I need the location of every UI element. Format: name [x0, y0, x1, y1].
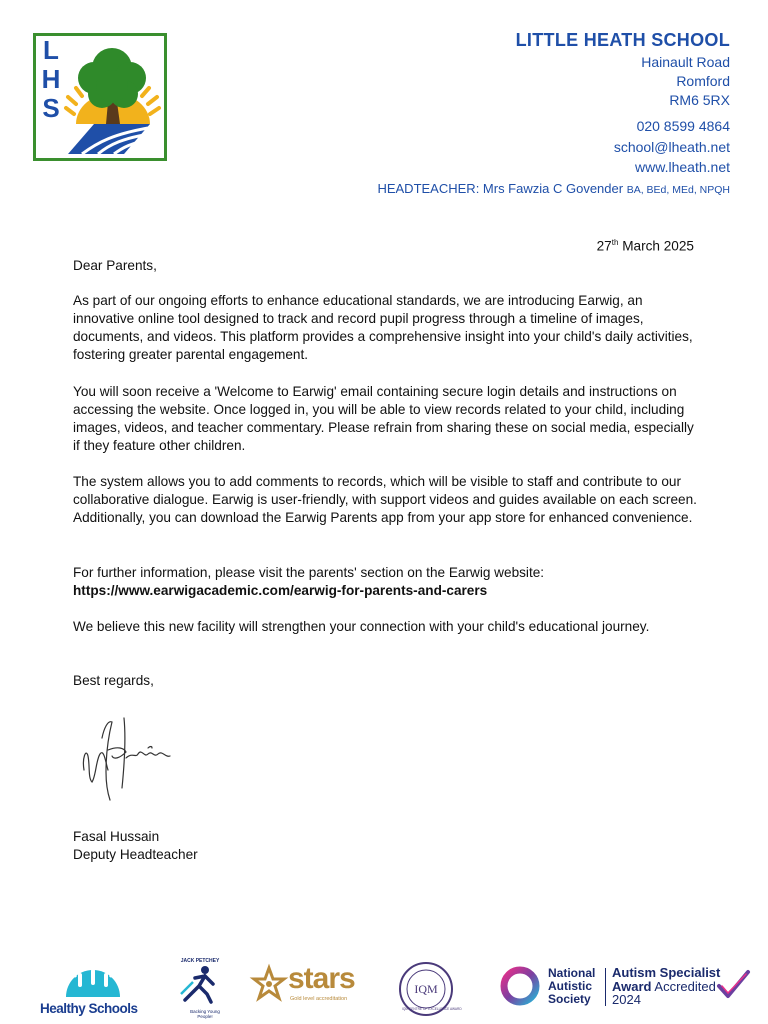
- nas-ring-icon: [498, 964, 542, 1008]
- jack-petchey-name: JACK PETCHEY: [180, 958, 220, 964]
- letter-date: [597, 238, 694, 254]
- stars-wordmark: stars: [288, 962, 355, 995]
- phone-number: 020 8599 4864: [636, 118, 730, 134]
- jack-petchey-logo: [174, 958, 226, 1018]
- stars-icon: [252, 966, 286, 1000]
- iqm-letters: IQM: [414, 982, 438, 996]
- healthy-schools-logo: [40, 955, 146, 1016]
- sign-off: Best regards,: [73, 673, 154, 688]
- salutation: Dear Parents,: [73, 258, 157, 273]
- date-month-year: March 2025: [622, 238, 694, 254]
- further-info-text: For further information, please visit the parents' section on the Earwig website:: [73, 565, 545, 580]
- iqm-award-logo: [398, 961, 462, 1017]
- date-day: 27: [596, 238, 612, 254]
- healthy-schools-text: Healthy Schools: [40, 1001, 138, 1016]
- iqm-ring-text: IQM CENTRE OF EXCELLENCE AWARD: [402, 1007, 462, 1011]
- address-postcode: RM6 5RX: [669, 92, 730, 108]
- tree-sun-road-icon: [64, 42, 162, 154]
- signer-name: Fasal Hussain: [73, 829, 160, 844]
- stars-tagline: Gold level accreditation: [290, 996, 348, 1002]
- address-line-1: Hainault Road: [641, 54, 730, 70]
- jack-petchey-tagline: Backing Young People!: [190, 1009, 220, 1019]
- date-suffix: th: [611, 238, 619, 247]
- nas-divider: [605, 968, 606, 1006]
- nas-award-text: Autism Specialist Award Accredited 2024: [612, 965, 721, 1007]
- paragraph-comments: The system allows you to add comments to records, which will be visible to staff and contribute to our collaborative dialogue. Earwig is user-friendly, with support videos and guides available on each screen. Additionally, you can download the Earwig Parents app from your app store for enhanced convenience.: [73, 474, 697, 525]
- logo-letter-l: L: [43, 35, 59, 65]
- logo-letters: [40, 36, 62, 123]
- stars-logo: [252, 962, 374, 1006]
- further-info: [73, 564, 703, 600]
- email-address[interactable]: school@lheath.net: [613, 139, 730, 155]
- healthy-schools-icon: [40, 955, 146, 997]
- school-name: LITTLE HEATH SCHOOL: [515, 30, 730, 50]
- earwig-parents-link[interactable]: https://www.earwigacademic.com/earwig-for-parents-and-carers: [73, 583, 488, 598]
- nas-name: National Autistic Society: [548, 966, 596, 1006]
- headteacher-name: HEADTEACHER: Mrs Fawzia C Govender: [377, 181, 624, 196]
- paragraph-introduction: As part of our ongoing efforts to enhance educational standards, we are introducing Earwig, an innovative online tool designed to track and record pupil progress through a timeline of images, documents, and videos. This platform provides a comprehensive insight into your child's daily activities, fostering greater parental engagement.: [73, 293, 693, 362]
- signature-image: [78, 708, 178, 804]
- address-line-2: Romford: [676, 73, 730, 89]
- closing-paragraph: We believe this new facility will strengthen your connection with your child's educational journey.: [73, 619, 650, 634]
- logo-letter-h: H: [41, 64, 61, 94]
- website-link[interactable]: www.lheath.net: [635, 159, 730, 175]
- logo-letter-s: S: [42, 93, 60, 123]
- headteacher-line: [377, 181, 730, 196]
- signer-title: Deputy Headteacher: [73, 847, 198, 862]
- headteacher-qualifications: BA, BEd, MEd, NPQH: [626, 184, 730, 196]
- runner-icon: [177, 964, 223, 1004]
- paragraph-login: You will soon receive a 'Welcome to Earwig' email containing secure login details and instructions on accessing the website. Once logged in, you will be able to view records related to your child, including images, videos, and teacher commentary. Please refrain from sharing these on social media, especially if they feature other children.: [73, 384, 694, 453]
- nas-award-logo: [498, 958, 756, 1018]
- nas-checkmark-icon: [716, 968, 750, 1002]
- school-logo: [33, 33, 167, 161]
